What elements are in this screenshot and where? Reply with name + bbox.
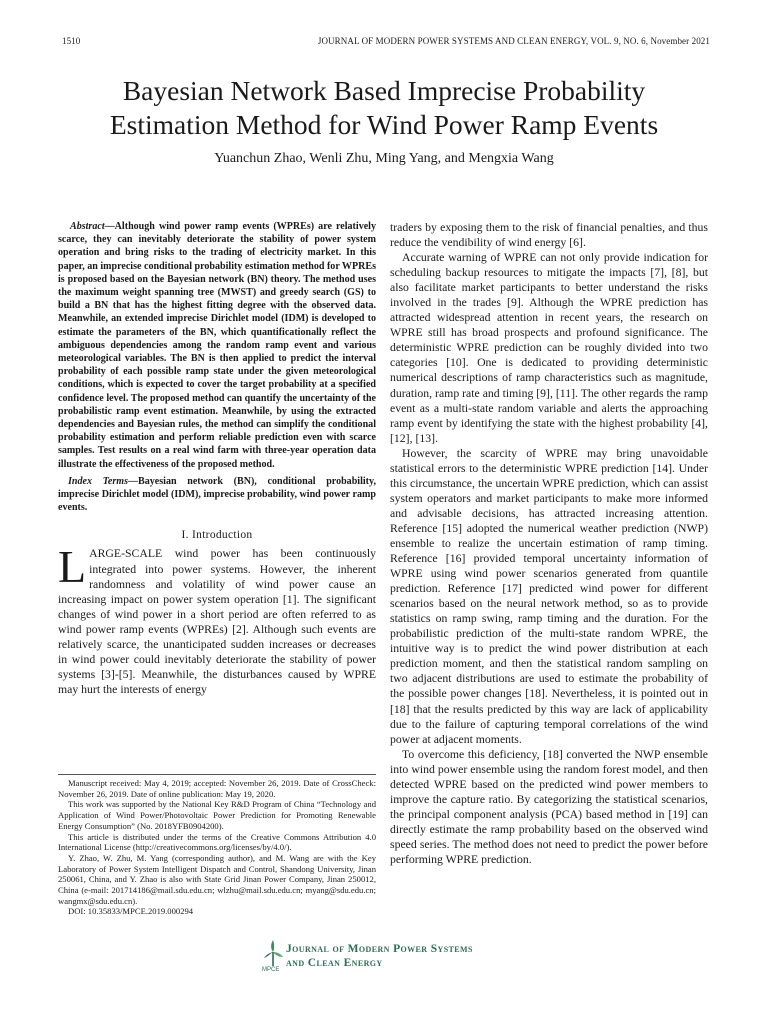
intro-paragraph-text: ARGE-SCALE wind power has been continuously integrated into power systems. However, the inherent randomness and volatility of wind power cause an increasing impact on power system operation [1]. The significant changes of wind power in a short period are often referred to as wind power ramp events (WPREs) [2]. Although such events are relatively scarce, the unanticipated sudden increases or decreases in wind power could inevitably deteriorate the stability of power systems [3]-[5]. Meanwhile, the disturbances caused by WPRE may hurt the interests of energy	[58, 547, 376, 696]
abstract-text: —Although wind power ramp events (WPREs) are relatively scarce, they can inevitably deteriorate the stability of power system operation and bring risks to the trading of electricity market. In this paper, an imprecise conditional probability estimation method for WPREs is proposed based on the Bayesian network (BN) theory. The method uses the maximum weight spanning tree (MWST) and greedy search (GS) to build a BN that has the highest fitting degree with the observed data. Meanwhile, an extended imprecise Dirichlet model (IDM) is developed to estimate the parameters of the BN, which quantificationally reflect the ambiguous dependencies among the random ramp event and various meteorological variables. The BN is then applied to predict the interval probability of each possible ramp state under the given meteorological conditions, which is expected to cover the target probability at a specified confidence level. The proposed method can quantify the uncertainty of the probabilistic ramp event estimation. Meanwhile, by using the extracted dependencies and Bayesian rules, the method can simplify the conditional probability estimation and perform reliable prediction even with scarce samples. Test results on a real wind farm with three-year operation data illustrate the effectiveness of the proposed method.	[58, 221, 376, 470]
paragraph-scarcity: However, the scarcity of WPRE may bring unavoidable statistical errors to the deterministic WPRE prediction [14]. Under this circumstance, the uncertain WPRE prediction, which can assist system operators and market participants to make more informed and advisable decisions, has attracted increasing attention. Reference [15] adopted the numerical weather prediction (NWP) ensemble to realize the uncertain estimation of ramp timing. Reference [16] provided temporal uncertainty information of WPRE using wind power scenarios generated from quantile prediction. Reference [17] predicted wind power for different scenarios based on the neural network method, so as to provide statistics on ramp swing, ramp timing and the duration. For the probabilistic prediction of the multi-state random WPRE, the intuitive way is to predict the wind power distribution at each prediction moment, and then the statistical random sampling on two adjacent distributions are used to estimate the probability of the possible power changes [18]. Nevertheless, it is pointed out in [18] that the results predicted by this way are lack of applicability due to the failure of capturing temporal correlations of the wind power at adjacent moments.	[390, 446, 708, 746]
footnotes	[58, 774, 376, 917]
index-terms-label: Index Terms	[68, 475, 128, 487]
running-header: JOURNAL OF MODERN POWER SYSTEMS AND CLEAN ENERGY, VOL. 9, NO. 6, November 2021	[317, 36, 710, 46]
footnote-affiliations: Y. Zhao, W. Zhu, M. Yang (corresponding author), and M. Wang are with the Key Laboratory of Power System Intelligent Dispatch and Control, Shandong University, Jinan 250061, China, and Y. Zhao is also with State Grid Jinan Power Company, Jinan 250012, China (e-mail: 201714186@mail.sdu.edu.cn; wlzhu@mail.sdu.edu.cn; myang@sdu.edu.cn; wangmx@sdu.edu.cn).	[58, 852, 376, 906]
drop-cap-letter: L	[58, 541, 87, 593]
page-number: 1510	[62, 36, 81, 46]
footnote-funding: This work was supported by the National Key R&D Program of China “Technology and Application of Wind Power/Photovoltaic Power Prediction for Promoting Renewable Energy Consumption” (No. 2018YFB0904200).	[58, 799, 376, 831]
logo-line-2: and Clean Energy	[286, 957, 383, 969]
intro-paragraph	[58, 541, 376, 696]
title-line-1: Bayesian Network Based Imprecise Probability	[122, 75, 646, 106]
wind-turbine-logo-icon	[262, 938, 284, 968]
paper-title	[40, 74, 728, 142]
logo-line-1: Journal of Modern Power Systems	[286, 943, 473, 955]
footnote-license: This article is distributed under the terms of the Creative Commons Attribution 4.0 International License (http://creativecommons.org/licenses/by/4.0/).	[58, 831, 376, 853]
section-heading-introduction: I. Introduction	[181, 529, 253, 542]
paragraph-overcome-deficiency: To overcome this deficiency, [18] converted the NWP ensemble into wind power ensemble using the random forest model, and then detected WPRE based on the predicted wind power members to improve the capture ratio. By categorizing the statistical scenarios, the principal component analysis (PCA) based method in [19] can directly estimate the ramp probability based on the observed wind speed series. The method does not need to predict the power before performing WPRE prediction.	[390, 747, 708, 866]
logo-mark-label: MPCE	[262, 967, 280, 973]
paragraph-continued: traders by exposing them to the risk of financial penalties, and thus reduce the vendibility of wind energy [6].	[390, 221, 708, 250]
right-column	[390, 220, 708, 867]
left-column	[58, 220, 376, 697]
index-terms	[58, 475, 376, 515]
footnote-doi: DOI: 10.35833/MPCE.2019.000294	[68, 906, 194, 917]
index-terms-text: —Bayesian network (BN), conditional probability, imprecise Dirichlet model (IDM), imprecise probability, wind power ramp events.	[58, 475, 376, 514]
abstract-label: Abstract	[70, 221, 105, 232]
journal-logo	[262, 938, 512, 978]
logo-text	[286, 942, 473, 970]
paragraph-accurate-warning: Accurate warning of WPRE can not only provide indication for scheduling backup resources to mitigate the impacts [7], [8], but also facilitate market participants to better understand the risks involved in the trades [9]. Although the WPRE prediction has attracted widespread attention in recent years, the research on WPRE still has broad prospects and profound significance. The deterministic WPRE prediction can be roughly divided into two categories [10]. One is dedicated to providing deterministic numerical descriptions of ramp characteristics such as magnitude, duration, ramp rate and timing [9], [11]. The other regards the ramp event as a multi-state random variable and alerts the approaching ramp event by identifying the state with the highest probability [4], [12], [13].	[390, 251, 708, 445]
title-line-2: Estimation Method for Wind Power Ramp Events	[109, 109, 659, 140]
footnote-manuscript-dates: Manuscript received: May 4, 2019; accepted: November 26, 2019. Date of CrossCheck: November 26, 2019. Date of online publication: May 19, 2020.	[58, 778, 376, 799]
author-list: Yuanchun Zhao, Wenli Zhu, Ming Yang, and Mengxia Wang	[214, 151, 554, 166]
abstract	[58, 220, 376, 471]
